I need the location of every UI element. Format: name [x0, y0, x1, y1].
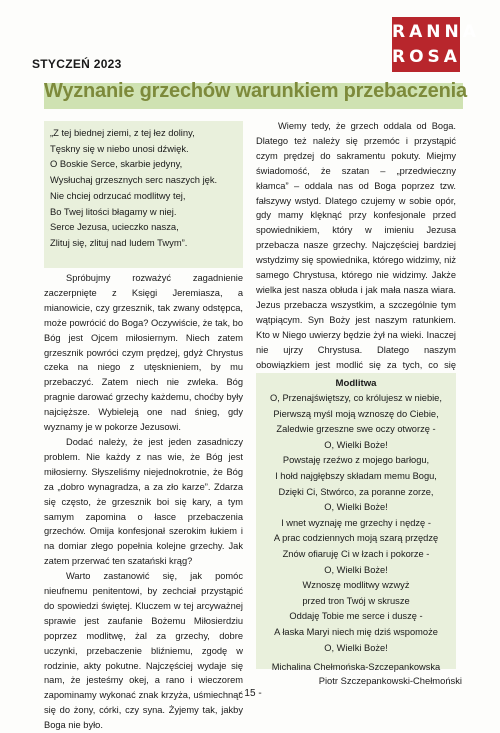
- prayer-line: Pierwszą myśl moją wznoszę do Ciebie,: [273, 408, 439, 419]
- prayer-line: O, Przenajświętszy, co królujesz w niebie,: [270, 393, 442, 403]
- poem-line: Zlituj się, zlituj nad ludem Twym”.: [50, 236, 188, 248]
- poem-line: Tęskny się w niebo unosi dźwięk.: [50, 142, 189, 154]
- issue-date: STYCZEŃ 2023: [32, 57, 122, 71]
- page-number: - 15 -: [238, 688, 262, 699]
- poem-line: Wysłuchaj grzesznych serc naszych jęk.: [50, 174, 218, 186]
- paragraph: Warto zastanowić się, jak pomóc nieufnemu penitentowi, by zechciał przystąpić do spowiedzi świętej. Kluczem w tej arcyważnej sprawie jest zaufanie Bożemu Miłosierdziu poprzez modlitwę, żal za grzechy, dobre uczynki, przebaczenie bliźniemu, zgodę w rodzinie, akty pokutne. Najczęściej wydaje się nam, że jesteśmy okej, a rano i wieczorem zapominamy wykonać znak krzyża, uśmiechnąć się do żony, córki, czy syna. Żyjemy tak, jakby Boga nie było.: [44, 571, 243, 731]
- prayer-heading: Modlitwa: [335, 378, 377, 389]
- poem-line: O Boskie Serce, skarbie jedyny,: [50, 158, 183, 170]
- poem-line: Serce Jezusa, ucieczko nasza,: [50, 221, 179, 233]
- prayer-box: [256, 373, 456, 673]
- prayer-line: I hołd najgłębszy składam memu Bogu,: [275, 470, 437, 481]
- logo-line-2: ROSA: [392, 47, 461, 67]
- paragraph: Wiemy tedy, że grzech oddala od Boga. Dlatego też należy się przemóc i przystąpić czym prędzej do sakramentu pokuty. Miejmy świadomość, że szatan – „przedwieczny kłamca” – oddala nas od Boga poprzez tzw. fałszywy wstyd. Dlatego czujemy w sobie opór, gdy mamy klęknąć przy konfesjonale przed spowiednikiem, który w imieniu Jezusa przebacza nasze grzechy. Najczęściej bardziej wstydzimy się spowiednika, którego widzimy, niż samego Chrystusa, którego nie widzimy. Jakże wielka jest nasza obłuda i jak mała nasza wiara. Jezus przebacza wszystkim, a szczególnie tym wątpiącym. Syn Boży jest naszym ratunkiem. Kto w Niego uwierzy będzie żył na wieki. Inaczej nie ujrzy Chrystusa. Dlatego naszym obowiązkiem jest modlić się za tych, co się: [256, 121, 456, 370]
- left-column: [44, 271, 243, 733]
- poem-line: Nie chciej odrzucać modlitwy tej,: [50, 189, 186, 201]
- opening-poem: [44, 121, 243, 268]
- prayer-author: Michalina Chełmońska-Szczepankowska: [271, 662, 441, 673]
- prayer-line: Oddaję Tobie me serce i duszę -: [289, 611, 423, 622]
- prayer-line: A łaska Maryi niech mię dziś wspomoże: [274, 626, 438, 637]
- poem-line: Bo Twej litości błagamy w niej.: [50, 205, 177, 217]
- article-author: Piotr Szczepankowski-Chełmoński: [318, 675, 462, 686]
- prayer-line: Powstaję rzeźwo z mojego barłogu,: [282, 455, 430, 466]
- prayer-line: I wnet wyznaję me grzechy i nędzę -: [281, 517, 431, 528]
- prayer-line: O, Wielki Boże!: [324, 502, 388, 513]
- prayer-line: A prac codziennych moją szarą przędzę: [273, 533, 439, 544]
- right-column: [256, 119, 456, 387]
- prayer-line: O, Wielki Boże!: [324, 564, 388, 575]
- prayer-line: przed tron Twój w skrusze: [302, 595, 410, 606]
- logo-line-1: RANNA: [392, 22, 480, 42]
- prayer-line: O, Wielki Boże!: [324, 642, 388, 653]
- prayer-line: O, Wielki Boże!: [324, 439, 388, 450]
- paragraph: Dodać należy, że jest jeden zasadniczy problem. Nie każdy z nas wie, że Bóg jest miłosierny. Słyszeliśmy niejednokrotnie, że Bóg za „dobro wynagradza, a za zło karze”. Zdarza się często, że grzesznik boi się kary, a tym samym zapomina o łasce przebaczenia grzechów. Omija konfesjonał szerokim łukiem i na domiar złego popełnia kolejne grzechy. Jak zatem przerwać ten szatański krąg?: [44, 436, 243, 567]
- prayer-line: Zaledwie grzeszne swe oczy otworzę -: [276, 424, 436, 435]
- prayer-line: Dzięki Ci, Stwórco, za poranne zorze,: [278, 486, 434, 497]
- prayer-line: Wznoszę modlitwy wzwyż: [302, 580, 410, 591]
- article-title: Wyznanie grzechów warunkiem przebaczenia: [44, 80, 467, 102]
- poem-line: „Z tej biednej ziemi, z tej łez doliny,: [50, 127, 195, 138]
- magazine-logo: [392, 17, 480, 72]
- prayer-line: Znów ofiaruję Ci w łzach i pokorze -: [282, 548, 430, 559]
- paragraph: Spróbujmy rozważyć zagadnienie zaczerpnięte z Księgi Jeremiasza, a mianowicie, czy grzesznik, tak zwany odstępca, może powrócić do Boga? Oczywiście, że tak, bo Bóg jest Ojcem miłosiernym. Niech zatem grzesznik powróci czym prędzej, gdyż Chrystus czeka na niego z utęsknieniem, by mu przebaczyć. Zatem niech nie zwleka. Bóg pragnie darować grzechy każdemu, choćby były najcięższe. Wybieleją one nad śnieg, gdy wyznamy je w pokorze Jezusowi.: [44, 273, 243, 433]
